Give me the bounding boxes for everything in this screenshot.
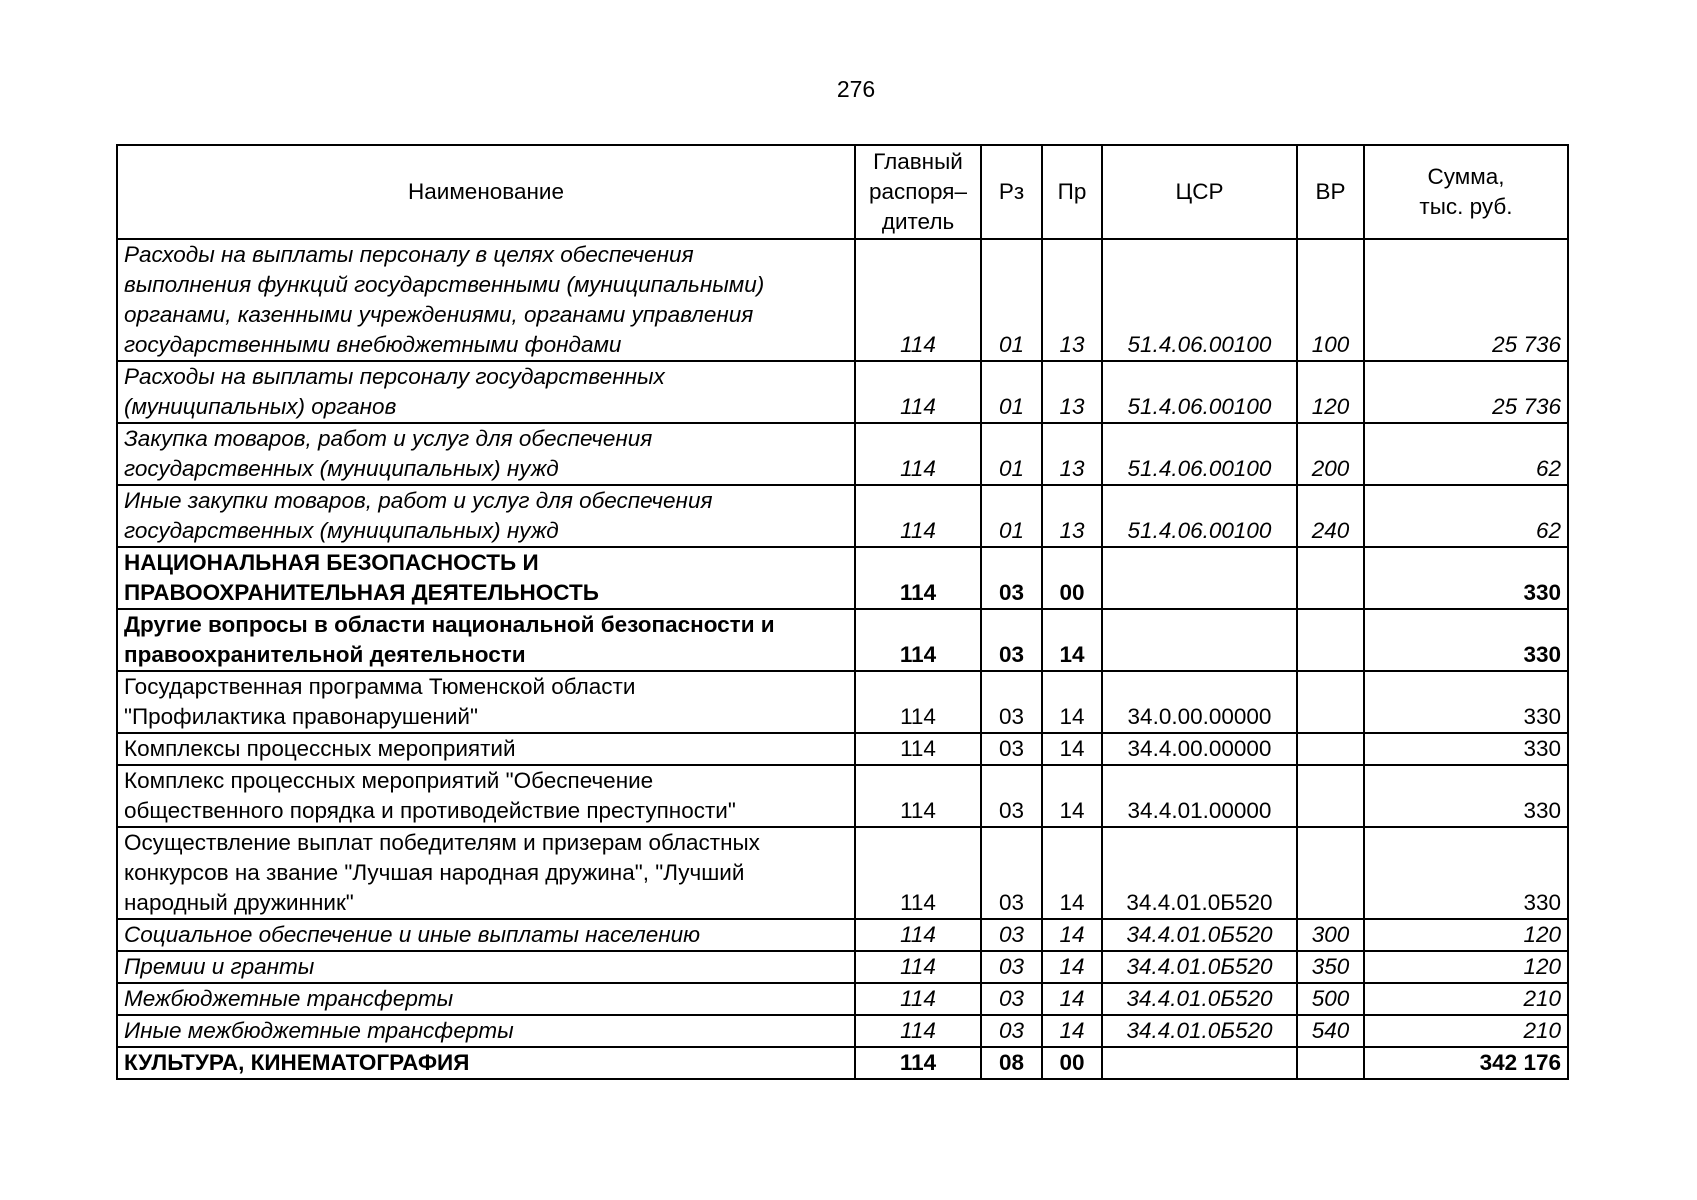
- cell-name: Другие вопросы в области национальной безопасности и правоохранительной деятельности: [117, 609, 855, 671]
- cell-vr: 540: [1297, 1015, 1364, 1047]
- page-number: 276: [836, 76, 876, 102]
- cell-admin: 114: [855, 827, 981, 919]
- cell-sum: 342 176: [1364, 1047, 1568, 1079]
- cell-pr: 13: [1042, 239, 1102, 361]
- cell-name: Социальное обеспечение и иные выплаты населению: [117, 919, 855, 951]
- cell-csr: 34.4.01.0Б520: [1102, 951, 1297, 983]
- cell-name: Государственная программа Тюменской области "Профилактика правонарушений": [117, 671, 855, 733]
- cell-name: Комплекс процессных мероприятий "Обеспечение общественного порядка и противодействие преступности": [117, 765, 855, 827]
- cell-vr: 350: [1297, 951, 1364, 983]
- table-row: [117, 671, 1568, 733]
- cell-pr: 00: [1042, 1047, 1102, 1079]
- cell-pr: 00: [1042, 547, 1102, 609]
- cell-vr: [1297, 827, 1364, 919]
- cell-name: Расходы на выплаты персоналу государственных (муниципальных) органов: [117, 361, 855, 423]
- cell-admin: 114: [855, 919, 981, 951]
- cell-name: Иные закупки товаров, работ и услуг для обеспечения государственных (муниципальных) нужд: [117, 485, 855, 547]
- cell-pr: 14: [1042, 609, 1102, 671]
- cell-sum: 120: [1364, 951, 1568, 983]
- cell-vr: [1297, 733, 1364, 765]
- table-row: [117, 609, 1568, 671]
- cell-sum: 330: [1364, 765, 1568, 827]
- cell-sum: 330: [1364, 547, 1568, 609]
- cell-vr: [1297, 609, 1364, 671]
- cell-rz: 03: [981, 827, 1042, 919]
- table-row: [117, 983, 1568, 1015]
- table-row: [117, 1015, 1568, 1047]
- cell-name: Иные межбюджетные трансферты: [117, 1015, 855, 1047]
- header-sum: [1364, 145, 1568, 239]
- cell-vr: 100: [1297, 239, 1364, 361]
- cell-vr: 120: [1297, 361, 1364, 423]
- cell-csr: 51.4.06.00100: [1102, 239, 1297, 361]
- cell-csr: 34.4.01.0Б520: [1102, 919, 1297, 951]
- table-row: [117, 827, 1568, 919]
- cell-sum: 62: [1364, 485, 1568, 547]
- cell-csr: 51.4.06.00100: [1102, 485, 1297, 547]
- header-admin-label: Главный распоря– дитель: [869, 149, 967, 234]
- table-row: [117, 423, 1568, 485]
- header-sum-label: Сумма, тыс. руб.: [1419, 164, 1513, 219]
- cell-sum: 62: [1364, 423, 1568, 485]
- cell-vr: [1297, 1047, 1364, 1079]
- cell-pr: 14: [1042, 951, 1102, 983]
- cell-name: Межбюджетные трансферты: [117, 983, 855, 1015]
- cell-vr: [1297, 765, 1364, 827]
- cell-sum: 25 736: [1364, 361, 1568, 423]
- cell-admin: 114: [855, 609, 981, 671]
- table-row: [117, 951, 1568, 983]
- header-name-label: Наименование: [408, 179, 564, 204]
- header-admin: [855, 145, 981, 239]
- cell-rz: 03: [981, 983, 1042, 1015]
- table-row: [117, 485, 1568, 547]
- cell-pr: 14: [1042, 983, 1102, 1015]
- cell-admin: 114: [855, 983, 981, 1015]
- cell-csr: 51.4.06.00100: [1102, 361, 1297, 423]
- cell-vr: 300: [1297, 919, 1364, 951]
- cell-csr: 34.0.00.00000: [1102, 671, 1297, 733]
- cell-sum: 330: [1364, 609, 1568, 671]
- cell-csr: [1102, 609, 1297, 671]
- table-header-row: [117, 145, 1568, 239]
- cell-name: Расходы на выплаты персоналу в целях обеспечения выполнения функций государственными (муниципальными) органами, казенными учреждениями, органами управления государственными внебюджетными фондами: [117, 239, 855, 361]
- cell-rz: 03: [981, 733, 1042, 765]
- header-rz: [981, 145, 1042, 239]
- cell-name: КУЛЬТУРА, КИНЕМАТОГРАФИЯ: [117, 1047, 855, 1079]
- table-row: [117, 919, 1568, 951]
- cell-vr: 200: [1297, 423, 1364, 485]
- cell-admin: 114: [855, 733, 981, 765]
- cell-sum: 330: [1364, 733, 1568, 765]
- header-name: [117, 145, 855, 239]
- table-row: [117, 1047, 1568, 1079]
- cell-sum: 210: [1364, 1015, 1568, 1047]
- cell-sum: 25 736: [1364, 239, 1568, 361]
- cell-rz: 03: [981, 919, 1042, 951]
- cell-pr: 13: [1042, 361, 1102, 423]
- cell-csr: 34.4.00.00000: [1102, 733, 1297, 765]
- cell-vr: 240: [1297, 485, 1364, 547]
- cell-vr: 500: [1297, 983, 1364, 1015]
- cell-rz: 03: [981, 609, 1042, 671]
- cell-name: НАЦИОНАЛЬНАЯ БЕЗОПАСНОСТЬ И ПРАВООХРАНИТЕЛЬНАЯ ДЕЯТЕЛЬНОСТЬ: [117, 547, 855, 609]
- cell-sum: 330: [1364, 827, 1568, 919]
- cell-pr: 14: [1042, 671, 1102, 733]
- cell-csr: 34.4.01.0Б520: [1102, 827, 1297, 919]
- table-row: [117, 733, 1568, 765]
- cell-csr: [1102, 547, 1297, 609]
- budget-table: [116, 144, 1569, 1080]
- table-row: [117, 361, 1568, 423]
- cell-pr: 14: [1042, 827, 1102, 919]
- cell-name: Премии и гранты: [117, 951, 855, 983]
- cell-name: Осуществление выплат победителям и призерам областных конкурсов на звание "Лучшая народная дружина", "Лучший народный дружинник": [117, 827, 855, 919]
- cell-csr: 34.4.01.00000: [1102, 765, 1297, 827]
- cell-admin: 114: [855, 423, 981, 485]
- cell-pr: 14: [1042, 1015, 1102, 1047]
- header-rz-label: Рз: [998, 179, 1025, 204]
- cell-csr: 51.4.06.00100: [1102, 423, 1297, 485]
- header-vr-label: ВР: [1315, 179, 1346, 204]
- cell-admin: 114: [855, 765, 981, 827]
- header-vr: [1297, 145, 1364, 239]
- cell-rz: 03: [981, 951, 1042, 983]
- cell-rz: 03: [981, 1015, 1042, 1047]
- cell-csr: 34.4.01.0Б520: [1102, 983, 1297, 1015]
- cell-sum: 120: [1364, 919, 1568, 951]
- cell-sum: 210: [1364, 983, 1568, 1015]
- cell-pr: 14: [1042, 733, 1102, 765]
- table-row: [117, 239, 1568, 361]
- cell-pr: 13: [1042, 423, 1102, 485]
- cell-admin: 114: [855, 485, 981, 547]
- table-body: [117, 239, 1568, 1079]
- header-pr: [1042, 145, 1102, 239]
- table-row: [117, 547, 1568, 609]
- cell-rz: 03: [981, 765, 1042, 827]
- cell-rz: 01: [981, 423, 1042, 485]
- cell-pr: 14: [1042, 919, 1102, 951]
- cell-pr: 13: [1042, 485, 1102, 547]
- cell-admin: 114: [855, 951, 981, 983]
- cell-vr: [1297, 547, 1364, 609]
- cell-name: Закупка товаров, работ и услуг для обеспечения государственных (муниципальных) нужд: [117, 423, 855, 485]
- cell-admin: 114: [855, 1047, 981, 1079]
- cell-admin: 114: [855, 547, 981, 609]
- cell-csr: [1102, 1047, 1297, 1079]
- table-row: [117, 765, 1568, 827]
- cell-name: Комплексы процессных мероприятий: [117, 733, 855, 765]
- cell-admin: 114: [855, 671, 981, 733]
- cell-rz: 03: [981, 547, 1042, 609]
- cell-csr: 34.4.01.0Б520: [1102, 1015, 1297, 1047]
- cell-admin: 114: [855, 239, 981, 361]
- cell-rz: 01: [981, 361, 1042, 423]
- cell-rz: 01: [981, 239, 1042, 361]
- header-csr-label: ЦСР: [1175, 179, 1224, 204]
- cell-rz: 01: [981, 485, 1042, 547]
- cell-rz: 03: [981, 671, 1042, 733]
- cell-pr: 14: [1042, 765, 1102, 827]
- header-csr: [1102, 145, 1297, 239]
- cell-rz: 08: [981, 1047, 1042, 1079]
- header-pr-label: Пр: [1057, 179, 1087, 204]
- cell-vr: [1297, 671, 1364, 733]
- cell-sum: 330: [1364, 671, 1568, 733]
- cell-admin: 114: [855, 361, 981, 423]
- cell-admin: 114: [855, 1015, 981, 1047]
